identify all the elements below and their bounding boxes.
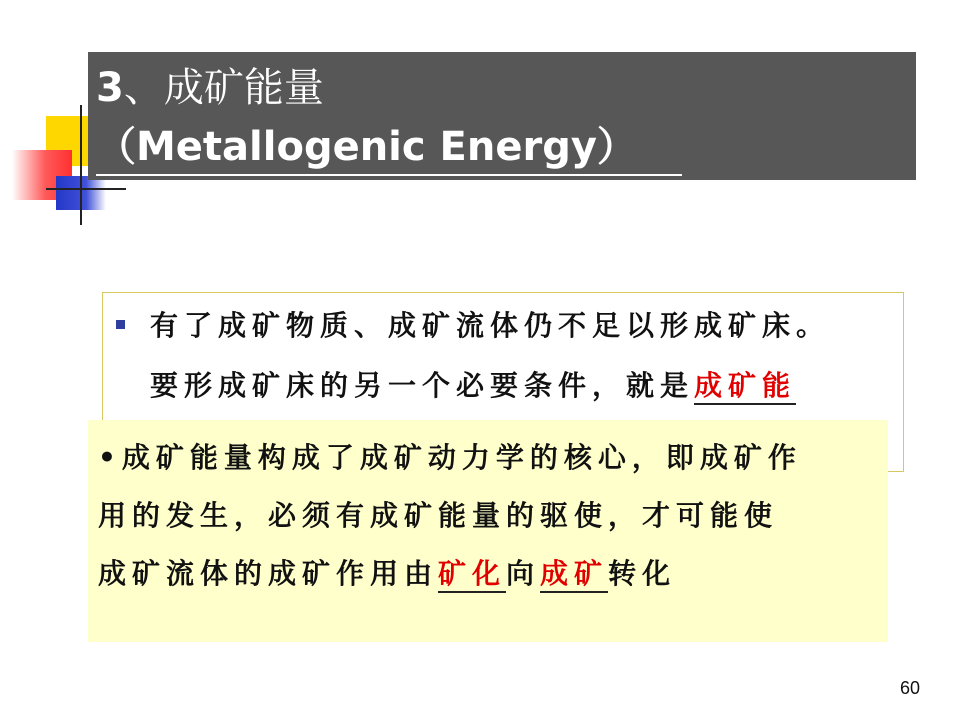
title-chinese: 、成矿能量: [123, 65, 324, 111]
highlight-ore-forming: 成矿: [540, 557, 608, 593]
decor-vertical-line: [80, 105, 82, 225]
bullet-line2-prefix: 要形成矿床的另一个必要条件，就是: [150, 369, 695, 402]
title-number: 3: [96, 65, 124, 111]
highlight-energy: 成矿能: [694, 369, 796, 405]
bullet-square-icon: [116, 320, 125, 329]
slide-title: [96, 64, 324, 112]
note-text-line3: [98, 554, 676, 594]
title-english: （Metallogenic Energy）: [96, 124, 637, 170]
note-line3-middle: 向: [506, 557, 541, 590]
note-text-line2: 用的发生，必须有成矿能量的驱使，才可能使: [98, 499, 779, 532]
decor-horizontal-line: [46, 188, 126, 190]
highlight-mineralization: 矿化: [438, 557, 506, 593]
note-text-line1: •成矿能量构成了成矿动力学的核心，即成矿作: [98, 441, 802, 474]
page-number: 60: [900, 678, 921, 698]
bullet-text-line1: 有了成矿物质、成矿流体仍不足以形成矿床。: [150, 309, 831, 342]
note-line3-prefix: 成矿流体的成矿作用由: [98, 557, 439, 590]
bullet-text-line2: [150, 366, 796, 406]
title-underline: [96, 174, 682, 176]
note-line3-suffix: 转化: [608, 557, 677, 590]
